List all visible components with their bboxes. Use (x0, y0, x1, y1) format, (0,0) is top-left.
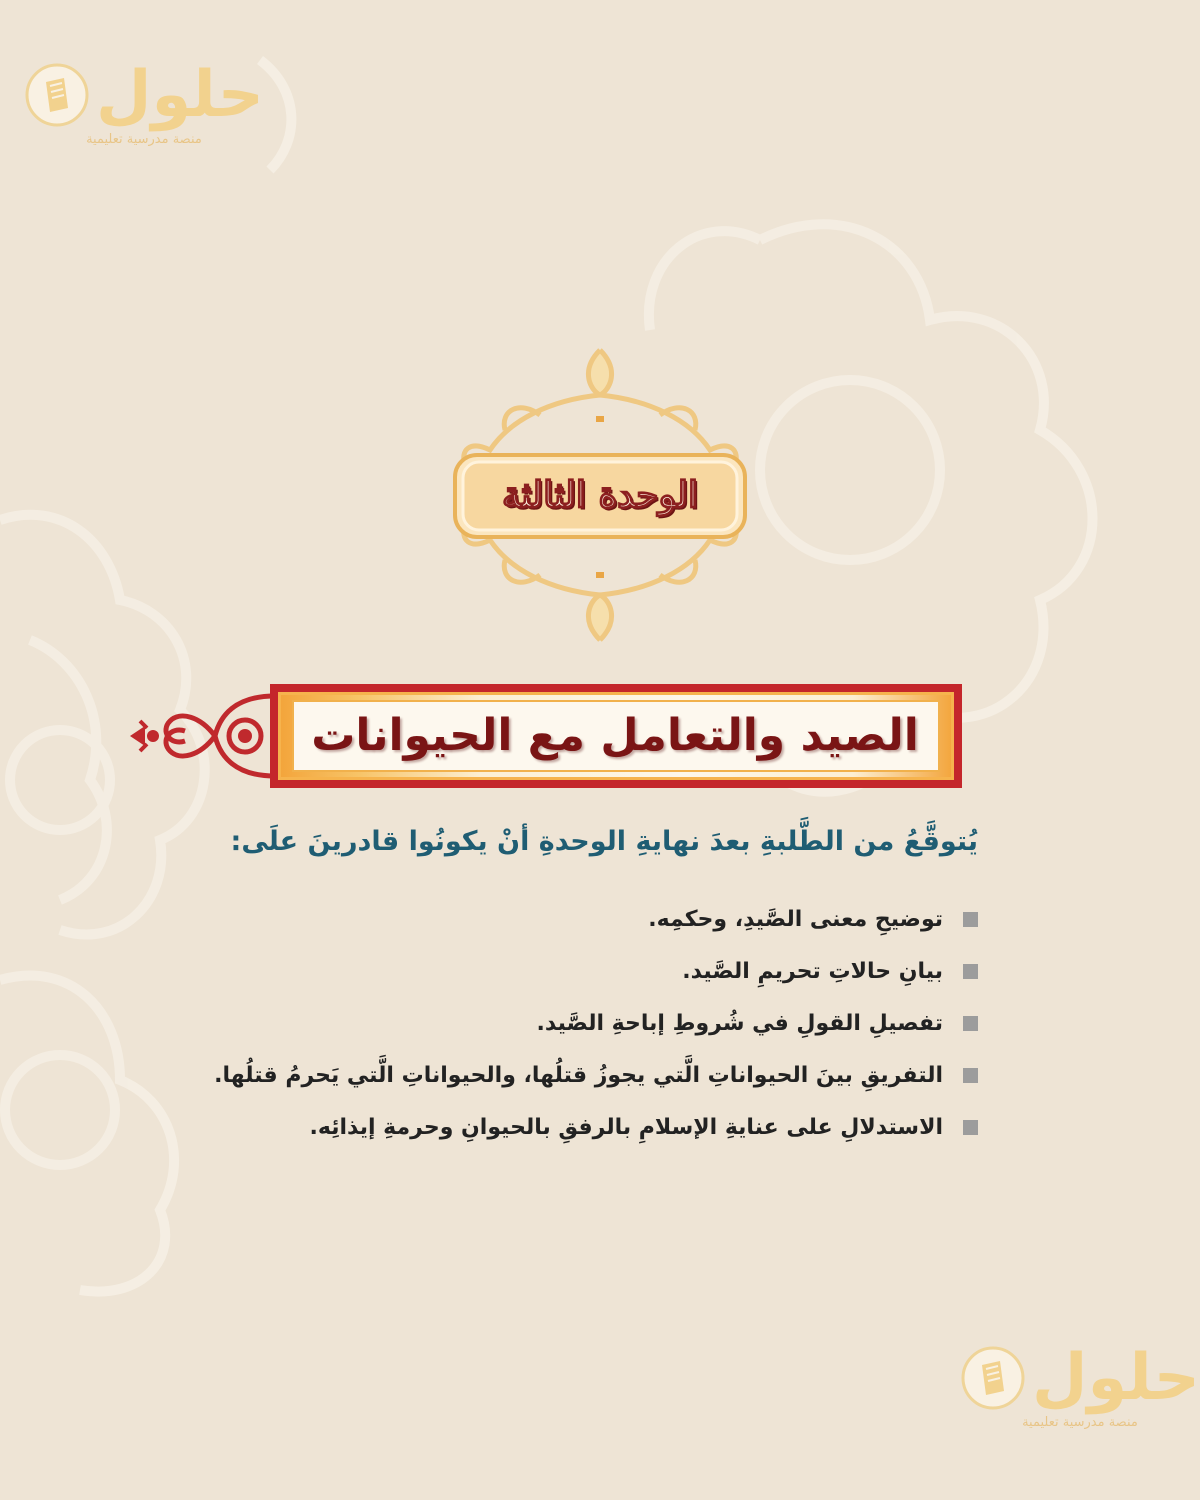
banner-ornament (125, 686, 285, 786)
objective-text: توضيحِ معنى الصَّيدِ، وحكمِه. (648, 906, 943, 932)
objective-item (178, 945, 978, 997)
objective-item (178, 1101, 978, 1153)
objective-text: بيانِ حالاتِ تحريمِ الصَّيد. (682, 958, 943, 984)
watermark-tagline: منصة مدرسية تعليمية (1022, 1415, 1138, 1430)
objective-text: تفصيلِ القولِ في شُروطِ إباحةِ الصَّيد. (536, 1010, 943, 1036)
square-bullet-icon (963, 912, 978, 927)
lesson-title: الصيد والتعامل مع الحيوانات (311, 709, 919, 761)
objective-item (178, 893, 978, 945)
objective-item (178, 997, 978, 1049)
square-bullet-icon (963, 964, 978, 979)
watermark-logo-bottom (960, 1341, 1200, 1430)
watermark-brand: حلول (96, 58, 264, 132)
objectives-intro: يُتوقَّعُ من الطَّلبةِ بعدَ نهايةِ الوحدةِ أنْ يكونُوا قادرينَ علَى: (230, 826, 978, 857)
unit-label: الوحدة الثالثة (501, 474, 699, 516)
square-bullet-icon (963, 1120, 978, 1135)
square-bullet-icon (963, 1016, 978, 1031)
watermark-logo-top (24, 58, 264, 147)
objective-item (178, 1049, 978, 1101)
watermark-brand: حلول (1032, 1341, 1200, 1415)
book-icon (960, 1345, 1026, 1411)
objective-text: الاستدلالِ على عنايةِ الإسلامِ بالرفقِ بالحيوانِ وحرمةِ إيذائِه. (309, 1114, 943, 1140)
watermark-tagline: منصة مدرسية تعليمية (86, 132, 202, 147)
objectives-list (178, 893, 978, 1153)
objective-text: التفريقِ بينَ الحيواناتِ الَّتي يجوزُ قتلُها، والحيواناتِ الَّتي يَحرمُ قتلُها. (214, 1062, 943, 1088)
square-bullet-icon (963, 1068, 978, 1083)
book-icon (24, 62, 90, 128)
